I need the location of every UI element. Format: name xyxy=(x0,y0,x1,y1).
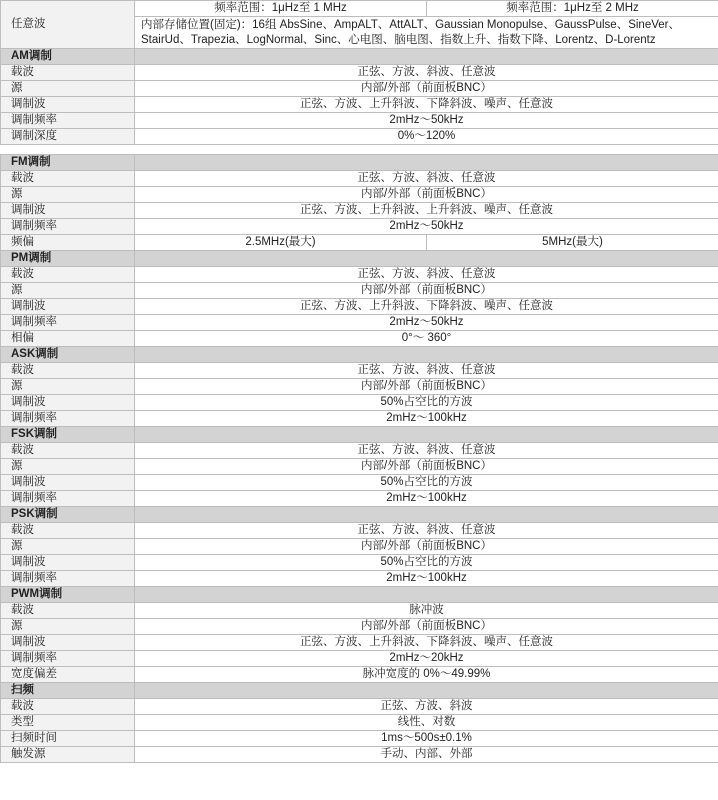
arb-label: 任意波 xyxy=(1,1,135,49)
section-title: ASK调制 xyxy=(1,347,135,363)
section-title: AM调制 xyxy=(1,49,135,65)
spec-label: 源 xyxy=(1,619,135,635)
section-title: PWM调制 xyxy=(1,587,135,603)
spec-row xyxy=(1,731,718,747)
spec-label: 载波 xyxy=(1,65,135,81)
spec-row xyxy=(1,411,718,427)
section-title: PSK调制 xyxy=(1,507,135,523)
spec-label: 源 xyxy=(1,379,135,395)
spec-value: 内部/外部（前面板BNC） xyxy=(135,459,718,475)
spec-label: 载波 xyxy=(1,443,135,459)
section-header xyxy=(1,251,718,267)
spec-row xyxy=(1,571,718,587)
spec-value-right: 5MHz(最大) xyxy=(427,235,718,251)
section-header-fill xyxy=(135,683,718,699)
spec-label: 源 xyxy=(1,81,135,97)
section-header xyxy=(1,587,718,603)
spec-label: 源 xyxy=(1,283,135,299)
spec-value: 内部/外部（前面板BNC） xyxy=(135,187,718,203)
spec-row xyxy=(1,747,718,763)
spec-label: 触发源 xyxy=(1,747,135,763)
spec-row xyxy=(1,113,718,129)
spec-row xyxy=(1,651,718,667)
spec-value: 1ms～500s±0.1% xyxy=(135,731,718,747)
spec-label: 调制频率 xyxy=(1,219,135,235)
spec-value-left: 2.5MHz(最大) xyxy=(135,235,427,251)
spec-value: 正弦、方波、斜波 xyxy=(135,699,718,715)
section-header xyxy=(1,155,718,171)
spec-value: 2mHz～100kHz xyxy=(135,411,718,427)
spec-value: 2mHz～100kHz xyxy=(135,491,718,507)
spec-label: 扫频时间 xyxy=(1,731,135,747)
spec-value: 0°～ 360° xyxy=(135,331,718,347)
spec-value: 脉冲宽度的 0%～49.99% xyxy=(135,667,718,683)
section-title: FSK调制 xyxy=(1,427,135,443)
section-header xyxy=(1,49,718,65)
arb-storage-line1: 内部存储位置(固定)：16组 AbsSine、AmpALT、AttALT、Gaussian Monopulse、GaussPulse、SineVer、 xyxy=(141,19,680,31)
spec-label: 调制波 xyxy=(1,395,135,411)
spec-row xyxy=(1,187,718,203)
spec-value: 脉冲波 xyxy=(135,603,718,619)
spec-label: 调制波 xyxy=(1,299,135,315)
spec-row xyxy=(1,667,718,683)
spec-row xyxy=(1,97,718,113)
spec-label: 调制频率 xyxy=(1,571,135,587)
spec-value: 正弦、方波、斜波、任意波 xyxy=(135,171,718,187)
spec-row xyxy=(1,539,718,555)
section-title: PM调制 xyxy=(1,251,135,267)
section-header xyxy=(1,507,718,523)
spec-value: 正弦、方波、斜波、任意波 xyxy=(135,363,718,379)
section-header-fill xyxy=(135,347,718,363)
section-title: FM调制 xyxy=(1,155,135,171)
spec-label: 载波 xyxy=(1,363,135,379)
spec-label: 载波 xyxy=(1,171,135,187)
spec-label: 调制波 xyxy=(1,97,135,113)
spec-value: 内部/外部（前面板BNC） xyxy=(135,283,718,299)
spec-value: 手动、内部、外部 xyxy=(135,747,718,763)
arb-freq-left: 频率范围：1μHz至 1 MHz xyxy=(135,1,427,17)
spec-label: 调制深度 xyxy=(1,129,135,145)
spec-value: 正弦、方波、斜波、任意波 xyxy=(135,267,718,283)
spec-row xyxy=(1,619,718,635)
spec-row xyxy=(1,171,718,187)
spec-value: 正弦、方波、上升斜波、下降斜波、噪声、任意波 xyxy=(135,299,718,315)
spec-value: 正弦、方波、斜波、任意波 xyxy=(135,65,718,81)
spec-label: 载波 xyxy=(1,523,135,539)
spec-label: 载波 xyxy=(1,699,135,715)
arb-storage xyxy=(135,17,718,49)
section-title: 扫频 xyxy=(1,683,135,699)
section-header-fill xyxy=(135,49,718,65)
spec-row xyxy=(1,715,718,731)
spec-row xyxy=(1,299,718,315)
spec-value: 2mHz～20kHz xyxy=(135,651,718,667)
spec-label: 载波 xyxy=(1,603,135,619)
spec-value: 内部/外部（前面板BNC） xyxy=(135,379,718,395)
spec-label: 类型 xyxy=(1,715,135,731)
spec-value: 内部/外部（前面板BNC） xyxy=(135,539,718,555)
arb-freq-row xyxy=(1,1,718,17)
spec-row xyxy=(1,523,718,539)
spec-value: 50%占空比的方波 xyxy=(135,395,718,411)
spec-row xyxy=(1,81,718,97)
section-header-fill xyxy=(135,251,718,267)
spec-label: 调制波 xyxy=(1,555,135,571)
section-header-fill xyxy=(135,507,718,523)
spec-value: 2mHz～50kHz xyxy=(135,315,718,331)
spec-value: 正弦、方波、上升斜波、下降斜波、噪声、任意波 xyxy=(135,635,718,651)
spec-label: 调制频率 xyxy=(1,651,135,667)
spec-value: 线性、对数 xyxy=(135,715,718,731)
spec-row xyxy=(1,65,718,81)
section-header xyxy=(1,683,718,699)
section-header xyxy=(1,427,718,443)
spec-label: 调制频率 xyxy=(1,491,135,507)
spec-value: 50%占空比的方波 xyxy=(135,555,718,571)
spec-label: 调制频率 xyxy=(1,315,135,331)
spec-label: 相偏 xyxy=(1,331,135,347)
spec-row xyxy=(1,283,718,299)
spec-value: 正弦、方波、斜波、任意波 xyxy=(135,523,718,539)
spec-label: 调制波 xyxy=(1,635,135,651)
spec-value: 内部/外部（前面板BNC） xyxy=(135,619,718,635)
spec-row xyxy=(1,699,718,715)
spec-label: 调制频率 xyxy=(1,411,135,427)
spec-row xyxy=(1,267,718,283)
spec-value: 2mHz～50kHz xyxy=(135,219,718,235)
spec-label: 调制波 xyxy=(1,203,135,219)
arb-storage-line2: StairUd、Trapezia、LogNormal、Sinc、心电图、脑电图、指数上升、指数下降、Lorentz、D-Lorentz xyxy=(141,34,656,46)
spec-row xyxy=(1,203,718,219)
section-spacer xyxy=(1,145,718,155)
spec-value: 正弦、方波、上升斜波、下降斜波、噪声、任意波 xyxy=(135,97,718,113)
spec-row xyxy=(1,235,718,251)
spec-row xyxy=(1,129,718,145)
spec-table-body xyxy=(1,1,718,763)
section-header-fill xyxy=(135,427,718,443)
section-header-fill xyxy=(135,587,718,603)
spec-row xyxy=(1,635,718,651)
spec-row xyxy=(1,443,718,459)
spec-label: 频偏 xyxy=(1,235,135,251)
spec-label: 载波 xyxy=(1,267,135,283)
spec-label: 调制频率 xyxy=(1,113,135,129)
spec-label: 源 xyxy=(1,187,135,203)
spec-value: 2mHz～50kHz xyxy=(135,113,718,129)
spec-label: 源 xyxy=(1,459,135,475)
spec-row xyxy=(1,363,718,379)
section-header-fill xyxy=(135,155,718,171)
spec-label: 宽度偏差 xyxy=(1,667,135,683)
spec-row xyxy=(1,315,718,331)
spec-row xyxy=(1,603,718,619)
spec-row xyxy=(1,555,718,571)
spec-value: 2mHz～100kHz xyxy=(135,571,718,587)
spec-row xyxy=(1,331,718,347)
spec-label: 源 xyxy=(1,539,135,555)
spec-row xyxy=(1,379,718,395)
spec-label: 调制波 xyxy=(1,475,135,491)
spec-value: 0%～120% xyxy=(135,129,718,145)
spec-row xyxy=(1,395,718,411)
spec-row xyxy=(1,491,718,507)
spec-value: 正弦、方波、上升斜波、上升斜波、噪声、任意波 xyxy=(135,203,718,219)
spec-row xyxy=(1,459,718,475)
spec-value: 内部/外部（前面板BNC） xyxy=(135,81,718,97)
section-header xyxy=(1,347,718,363)
spec-value: 50%占空比的方波 xyxy=(135,475,718,491)
spec-row xyxy=(1,219,718,235)
arb-freq-right: 频率范围：1μHz至 2 MHz xyxy=(427,1,718,17)
spec-row xyxy=(1,475,718,491)
section-spacer-cell xyxy=(1,145,718,155)
spec-value: 正弦、方波、斜波、任意波 xyxy=(135,443,718,459)
